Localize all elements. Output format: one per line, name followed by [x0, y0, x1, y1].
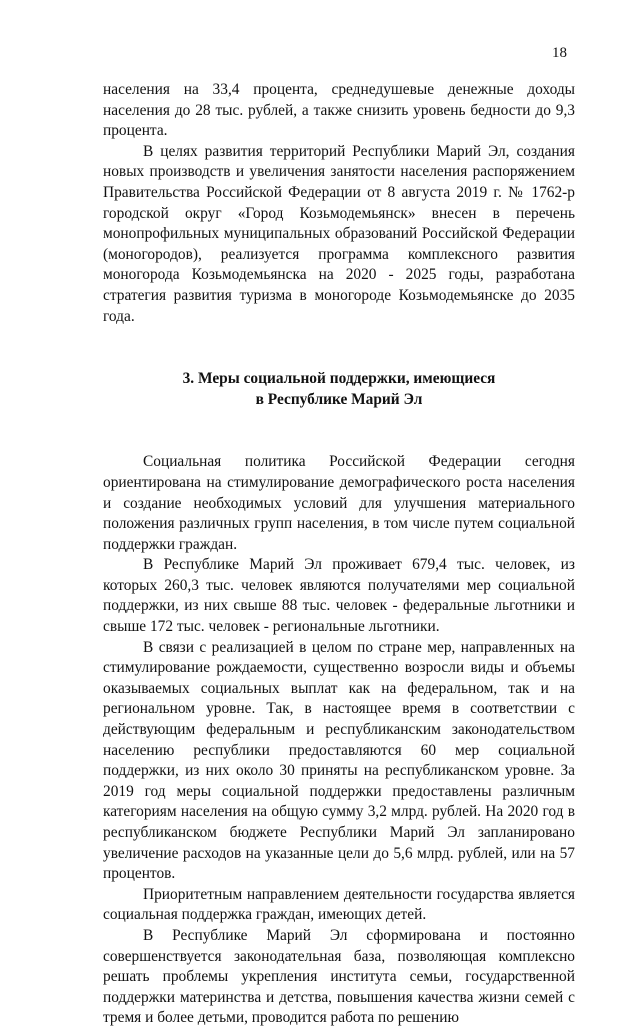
- paragraph: В связи с реализацией в целом по стране мер, направленных на стимулирование рождаемости, существенно возросли виды и объемы оказываемых социальных выплат как на федеральном, так и на региональном уровне. Так, в настоящее время в соответствии с действующим федеральным и республиканским законодательством населению республики предоставляются 60 мер социальной поддержки, из них около 30 приняты на республиканском уровне. За 2019 год меры социальной поддержки предоставлены различным категориям населения на общую сумму 3,2 млрд. рублей. На 2020 год в республиканском бюджете Республики Марий Эл запланировано увеличение расходов на указанные цели до 5,6 млрд. рублей, или на 57 процентов.: [103, 638, 575, 883]
- paragraph: В Республике Марий Эл проживает 679,4 тыс. человек, из которых 260,3 тыс. человек являются получателями мер социальной поддержки, из них свыше 88 тыс. человек - федеральные льготники и свыше 172 тыс. человек - региональные льготники.: [103, 556, 575, 636]
- section-heading-line: в Республике Марий Эл: [255, 390, 423, 408]
- paragraph: населения на 33,4 процента, среднедушевые денежные доходы населения до 28 тыс. рублей, а также снизить уровень бедности до 9,3 процента.: [103, 81, 575, 140]
- paragraph: Приоритетным направлением деятельности государства является социальная поддержка граждан, имеющих детей.: [103, 885, 575, 924]
- section-heading-line: 3. Меры социальной поддержки, имеющиеся: [182, 370, 496, 388]
- document-body: [103, 80, 575, 1029]
- paragraph: Социальная политика Российской Федерации сегодня ориентирована на стимулирование демографического роста населения и создание необходимых условий для улучшения материального положения различных групп населения, в том числе путем социальной поддержки граждан.: [103, 453, 575, 553]
- section-heading: [103, 369, 575, 410]
- page-number: 18: [552, 45, 567, 61]
- paragraph: В целях развития территорий Республики Марий Эл, создания новых производств и увеличения занятости населения распоряжением Правительства Российской Федерации от 8 августа 2019 г. № 1762-р городской округ «Город Козьмодемьянск» внесен в перечень монопрофильных муниципальных образований Российской Федерации (моногородов), реализуется программа комплексного развития моногорода Козьмодемьянска на 2020 - 2025 годы, разработана стратегия развития туризма в моногороде Козьмодемьянске до 2035 года.: [103, 142, 575, 325]
- paragraph: В Республике Марий Эл сформирована и постоянно совершенствуется законодательная база, позволяющая комплексно решать проблемы укрепления института семьи, государственной поддержки материнства и детства, повышения качества жизни семей с тремя и более детьми, проводится работа по решению: [103, 926, 575, 1027]
